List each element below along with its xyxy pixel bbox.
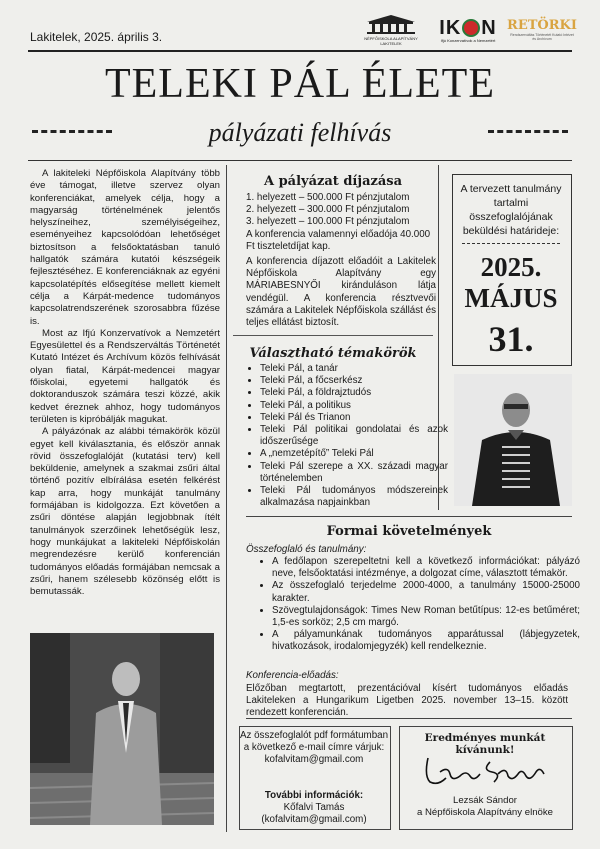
prize-item: 2. helyezett – 300.000 Ft pénzjutalom xyxy=(246,204,410,216)
header-rule xyxy=(28,50,572,52)
topic-item: • Teleki Pál politikai gondolatai és azok időszerűsége xyxy=(260,424,448,448)
contact-email[interactable]: kofalvitam@gmail.com xyxy=(264,754,364,766)
contact-info xyxy=(239,730,389,767)
prize-item: 3. helyezett – 100.000 Ft pénzjutalom xyxy=(246,216,410,228)
intro-paragraph: Most az Ifjú Konzervatívok a Nemzetért Egyesülettel és a Rendszerváltás Történetét Kutató Intézet és Archívum közös felhívását olyan fiatal, Kárpát-medencei magyar főiskolai, egyetemi hallgatók és doktoranduszok számára teszi közzé, akik kedvet éreznek ahhoz, hogy tudományos területen is kipróbálják magukat. xyxy=(30,327,220,425)
teleki-portrait xyxy=(454,374,572,506)
building-icon xyxy=(363,14,419,34)
contact-email-2[interactable]: (kofalvitam@gmail.com) xyxy=(261,814,367,826)
requirement-item: • Az összefoglaló terjedelme 2000-4000, a tanulmány 15000-25000 karakter. xyxy=(272,580,580,604)
prize-item: 1. helyezett – 500.000 Ft pénzjutalom xyxy=(246,192,410,203)
conference-text: Előzőban megtartott, prezentációval kísért tudományos előadás Lakiteleken a Hungarikum Ligetben 2025. november 13–15. között rendezett konferencián. xyxy=(246,683,568,719)
ikon-word: IK N xyxy=(439,16,497,39)
intro-text xyxy=(30,168,220,598)
date-line: Lakitelek, 2025. április 3. xyxy=(30,30,163,44)
topics-heading: Választható témakörök xyxy=(249,346,417,361)
requirements-heading: Formai követelmények xyxy=(326,524,492,539)
section-rule xyxy=(233,335,433,336)
closing-heading: Eredményes munkát kívánunk! xyxy=(424,732,546,756)
deadline-label: A tervezett tanulmány tartalmi összefoglalójának beküldési határideje: xyxy=(460,183,562,237)
requirement-item: • A pályamunkának tudományos apparátussal (lábjegyzetek, hivatkozások, irodalomjegyzék) kell rendelkeznie. xyxy=(272,629,580,653)
more-info-label: További információk: xyxy=(264,790,364,801)
deadline-divider xyxy=(462,243,560,244)
signer-block xyxy=(399,795,571,819)
deadline-day: 31. xyxy=(488,319,534,359)
column-divider xyxy=(226,165,227,832)
topic-item: • Teleki Pál és Trianon xyxy=(260,412,448,424)
requirements-subheading: Összefoglaló és tanulmány: xyxy=(246,544,367,555)
signature-image xyxy=(420,752,550,788)
prize-item: A konferencia valamennyi előadója 40.000 Ft tiszteletdíjat kap. xyxy=(246,228,431,252)
section-rule xyxy=(246,718,572,719)
signer-role: a Népfőiskola Alapítvány elnöke xyxy=(417,807,553,818)
conference-subheading: Konferencia-előadás: xyxy=(246,670,339,681)
page-subtitle: pályázati felhívás xyxy=(208,118,392,147)
prizes-text: A konferencia díjazott előadóit a Lakitelek Népfőiskola Alapítvány egy MÁRIABESNYŐI kiránduláson látja vendégül. A konferencia résztvevői számára a Lakitelek Népfőiskola szállást és teljes ellátást biztosít. xyxy=(246,256,436,329)
logo-caption: Ifjú Konzervatívok a Nemzetért xyxy=(440,37,496,43)
topic-item: • A „nemzetépítő” Teleki Pál xyxy=(260,448,448,460)
deadline-month: MÁJUS xyxy=(464,283,558,313)
topic-item: • Teleki Pál, a politikus xyxy=(260,400,448,412)
retork-logo xyxy=(507,12,577,48)
title-rule xyxy=(28,160,572,161)
intro-paragraph: A lakiteleki Népfőiskola Alapítvány több éve támogat, illetve szervez olyan konferenciákat, amelyek célja, hogy a magyarság történelmének jelentős helyszíneihez, személyiségeihez, eseményeihez kapcsolódóan lehetőséget biztosítson a felsőoktatásban tanuló hallgatók számára kutatói készségeik fejlesztéséhez. E konferenciáknak az egyéni kapcsolatépítés elősegítése mellett kiemelt célja a Kárpát-medence tudományos kapcsolatrendszerének szorosabbra fűzése is. xyxy=(30,168,220,327)
requirements-list xyxy=(262,556,580,654)
requirement-item: • A fedőlapon szerepeltetni kell a következő információkat: pályázó neve, felsőoktatási intézménye, a dolgozat címe, választott témakör. xyxy=(272,556,580,580)
topic-item: • Teleki Pál, a földrajztudós xyxy=(260,387,448,399)
prizes-heading: A pályázat díjazása xyxy=(263,174,403,189)
ikon-o-mark xyxy=(462,19,480,37)
topic-item: • Teleki Pál, a tanár xyxy=(260,363,448,375)
retork-word: RETÖRKI xyxy=(507,18,577,33)
topics-list xyxy=(248,363,448,509)
contact-name: Kőfalvi Tamás xyxy=(283,802,345,814)
prizes-list xyxy=(246,192,436,253)
logo-caption: NÉPFŐISKOLA ALAPÍTVÁNY LAKITELEK xyxy=(364,36,418,46)
divider-dashes-right xyxy=(488,130,568,133)
topic-item: • Teleki Pál szerepe a XX. századi magyar történelemben xyxy=(260,461,448,485)
ikon-logo xyxy=(432,12,504,48)
intro-paragraph: A pályázónak az alábbi témakörök közül egyet kell kiválasztania, és először annak rövid összefoglalóját (kutatási terv) kell beküldenie, amelynek a szakmai zsűri által történő pozitív elbírálása esetén felkérést kap arra, hogy munkáját tanulmány formájában is kidolgozza. Ezt követően a zsűri döntése alapján legjobbnak ítélt tanulmányok szerzőinek lehetőségük lesz, hogy munkájukat a lakiteleki Népfőiskolán megrendezésre kerülő konferencián tudományos előadás formájában nemcsak a zsűri, hanem szélesebb közönség előtt is bemutassák. xyxy=(30,426,220,598)
nepfoiskola-logo xyxy=(360,12,422,48)
deadline-year: 2025. xyxy=(480,252,542,282)
teleki-photo-standing xyxy=(30,633,214,825)
page-title: TELEKI PÁL ÉLETE xyxy=(104,61,495,107)
signer-name: Lezsák Sándor xyxy=(453,795,517,806)
section-rule xyxy=(246,516,572,517)
more-info xyxy=(239,790,389,827)
topic-item: • Teleki Pál tudományos módszereinek alkalmazása napjainkban xyxy=(260,485,448,509)
topic-item: • Teleki Pál, a főcserkész xyxy=(260,375,448,387)
contact-text: Az összefoglalót pdf formátumban a következő e-mail címre várjuk: xyxy=(239,730,389,754)
logo-caption: Rendszerváltás Történetét Kutató Intézet és Archívum xyxy=(510,33,574,41)
requirement-item: • Szövegtulajdonságok: Times New Roman betűtípus: 12-es betűméret; 1,5-es sorköz; 2,5 cm margó. xyxy=(272,605,580,629)
